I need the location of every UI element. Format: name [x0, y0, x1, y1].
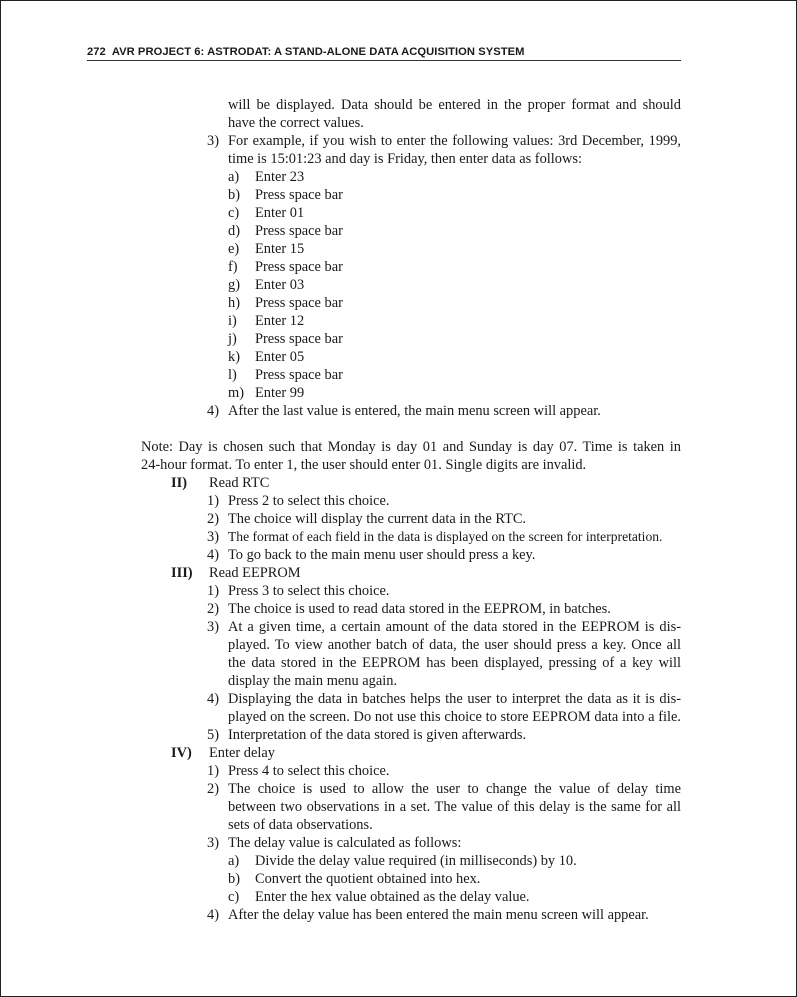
step-number: 3): [207, 619, 219, 635]
list-item: [1, 600, 796, 618]
step-text: played on the screen. Do not use this choice to store EEPROM data into a file.: [228, 709, 681, 725]
sub-item-text: Enter 99: [255, 385, 305, 401]
sub-item-label: a): [228, 169, 240, 185]
step-text: played. To view another batch of data, the user should press a key. Once all: [228, 637, 681, 653]
sub-item: [1, 888, 796, 906]
sub-item-label: g): [228, 277, 240, 293]
step-text: For example, if you wish to enter the following values: 3rd December, 1999,: [228, 133, 681, 149]
paragraph-gap: [1, 420, 796, 438]
continuation-text: have the correct values.: [228, 115, 364, 131]
running-header: [87, 45, 681, 61]
step-text: time is 15:01:23 and day is Friday, then enter data as follows:: [228, 151, 582, 167]
section-title: Read RTC: [209, 475, 270, 491]
list-item: [1, 690, 796, 708]
step-text: sets of data observations.: [228, 817, 373, 833]
step-text: Interpretation of the data stored is given afterwards.: [228, 727, 527, 743]
note-line: [1, 456, 796, 474]
step-number: 3): [207, 835, 219, 851]
section-heading: [1, 474, 796, 492]
sub-item: [1, 240, 796, 258]
sub-item: [1, 168, 796, 186]
sub-item: [1, 204, 796, 222]
list-item: [1, 726, 796, 744]
section-number: IV): [171, 745, 192, 761]
sub-item-text: Divide the delay value required (in milliseconds) by 10.: [255, 853, 577, 869]
list-item: [1, 546, 796, 564]
step-number: 1): [207, 583, 219, 599]
list-item: [1, 780, 796, 798]
list-item: [1, 834, 796, 852]
step-number: 5): [207, 727, 219, 743]
step-number: 3): [207, 133, 219, 149]
text-line: [1, 636, 796, 654]
sub-item-label: c): [228, 889, 240, 905]
sub-item-label: e): [228, 241, 240, 257]
sub-item-label: d): [228, 223, 240, 239]
sub-item-label: b): [228, 187, 240, 203]
step-text: The choice is used to read data stored in the EEPROM, in batches.: [228, 601, 611, 617]
sub-item-text: Press space bar: [255, 295, 343, 311]
sub-item-text: Enter 23: [255, 169, 305, 185]
sub-item-text: Press space bar: [255, 331, 343, 347]
continuation-text: will be displayed. Data should be entered in the proper format and should: [228, 97, 681, 113]
sub-item-text: Press space bar: [255, 259, 343, 275]
step-number: 4): [207, 403, 219, 419]
step-text: Press 4 to select this choice.: [228, 763, 390, 779]
sub-item-text: Press space bar: [255, 223, 343, 239]
sub-item-label: i): [228, 313, 237, 329]
section-title: Read EEPROM: [209, 565, 301, 581]
sub-item-text: Convert the quotient obtained into hex.: [255, 871, 481, 887]
sub-item-text: Press space bar: [255, 367, 343, 383]
sub-item-label: b): [228, 871, 240, 887]
step-number: 2): [207, 511, 219, 527]
list-item: [1, 492, 796, 510]
sub-item: [1, 258, 796, 276]
page-body: [1, 96, 796, 924]
text-line: [1, 708, 796, 726]
list-item: [1, 906, 796, 924]
step-text: The delay value is calculated as follows:: [228, 835, 462, 851]
sub-item: [1, 384, 796, 402]
step-number: 4): [207, 547, 219, 563]
section-title: Enter delay: [209, 745, 275, 761]
sub-item-label: c): [228, 205, 240, 221]
step-text: At a given time, a certain amount of the data stored in the EEPROM is dis-: [228, 619, 681, 635]
page-number: 272: [87, 46, 106, 58]
sub-item: [1, 330, 796, 348]
step-number: 1): [207, 493, 219, 509]
list-item: [1, 402, 796, 420]
step-text: The choice is used to allow the user to change the value of delay time: [228, 781, 681, 797]
section-heading: [1, 744, 796, 762]
step-number: 2): [207, 781, 219, 797]
sub-item-label: k): [228, 349, 240, 365]
step-text: display the main menu again.: [228, 673, 398, 689]
sub-item-label: j): [228, 331, 237, 347]
sub-item-text: Enter 01: [255, 205, 305, 221]
sub-item: [1, 294, 796, 312]
sub-item: [1, 222, 796, 240]
step-text: To go back to the main menu user should press a key.: [228, 547, 536, 563]
sub-item-label: h): [228, 295, 240, 311]
step-text: After the delay value has been entered the main menu screen will appear.: [228, 907, 649, 923]
step-text: The choice will display the current data in the RTC.: [228, 511, 527, 527]
sub-item: [1, 348, 796, 366]
sub-item: [1, 186, 796, 204]
text-line: [1, 672, 796, 690]
list-item: [1, 762, 796, 780]
sub-item: [1, 870, 796, 888]
note-text: Note: Day is chosen such that Monday is day 01 and Sunday is day 07. Time is taken in: [141, 439, 681, 455]
list-item: [1, 528, 796, 546]
list-item: [1, 132, 796, 150]
step-number: 2): [207, 601, 219, 617]
sub-item: [1, 852, 796, 870]
list-item: [1, 510, 796, 528]
step-text: After the last value is entered, the main menu screen will appear.: [228, 403, 601, 419]
sub-item-text: Enter 05: [255, 349, 305, 365]
sub-item: [1, 366, 796, 384]
section-number: III): [171, 565, 193, 581]
note-text: 24-hour format. To enter 1, the user should enter 01. Single digits are invalid.: [141, 457, 587, 473]
sub-item-text: Enter 03: [255, 277, 305, 293]
step-text: between two observations in a set. The value of this delay is the same for all: [228, 799, 681, 815]
sub-item: [1, 276, 796, 294]
step-number: 3): [207, 529, 219, 545]
step-text: The format of each field in the data is displayed on the screen for interpretation.: [228, 529, 663, 544]
sub-item-label: m): [228, 385, 244, 401]
text-line: [1, 798, 796, 816]
step-text: Displaying the data in batches helps the user to interpret the data as it is dis-: [228, 691, 681, 707]
list-item: [1, 582, 796, 600]
text-line: [1, 114, 796, 132]
step-text: Press 2 to select this choice.: [228, 493, 390, 509]
step-number: 4): [207, 907, 219, 923]
sub-item-label: f): [228, 259, 238, 275]
sub-item: [1, 312, 796, 330]
list-item: [1, 618, 796, 636]
sub-item-label: l): [228, 367, 237, 383]
sub-item-text: Enter the hex value obtained as the delay value.: [255, 889, 530, 905]
section-heading: [1, 564, 796, 582]
sub-item-label: a): [228, 853, 240, 869]
step-text: Press 3 to select this choice.: [228, 583, 390, 599]
step-number: 4): [207, 691, 219, 707]
step-number: 1): [207, 763, 219, 779]
text-line: [1, 96, 796, 114]
step-text: the data stored in the EEPROM has been displayed, pressing of a key will: [228, 655, 681, 671]
sub-item-text: Enter 12: [255, 313, 305, 329]
running-title: AVR PROJECT 6: ASTRODAT: A STAND-ALONE DATA ACQUISITION SYSTEM: [111, 46, 525, 58]
section-number: II): [171, 475, 187, 491]
text-line: [1, 150, 796, 168]
sub-item-text: Press space bar: [255, 187, 343, 203]
note-line: [1, 438, 796, 456]
text-line: [1, 654, 796, 672]
sub-item-text: Enter 15: [255, 241, 305, 257]
text-line: [1, 816, 796, 834]
